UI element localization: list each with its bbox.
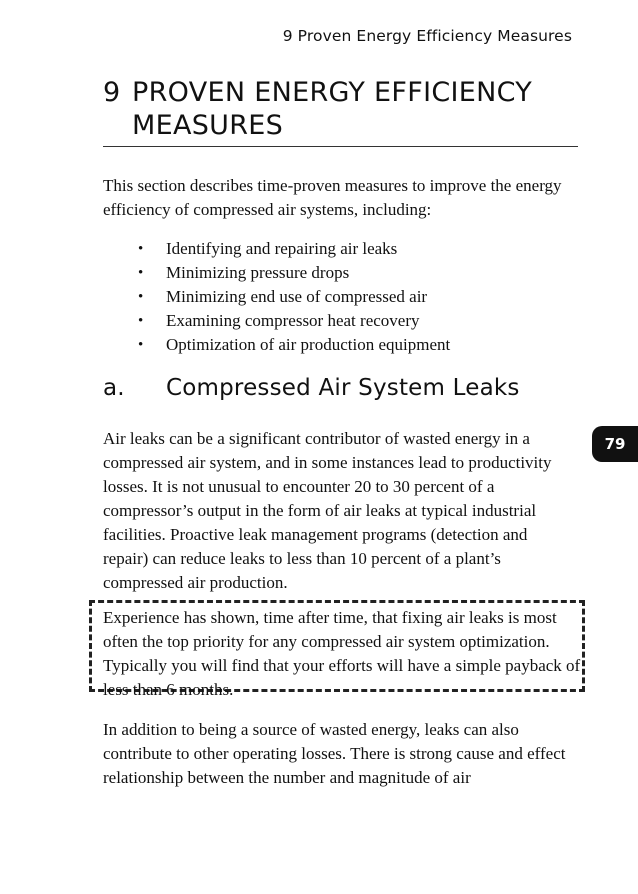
list-item-text: Optimization of air production equipment	[166, 335, 451, 354]
measures-list	[103, 237, 573, 357]
bullet-icon: •	[138, 313, 144, 329]
bullet-icon: •	[138, 337, 144, 353]
callout-text: Experience has shown, time after time, that fixing air leaks is most often the top priority for any compressed air system optimization. Typically you will find that your efforts will have a simple payback of less than 6 months.	[103, 608, 581, 699]
chapter-title	[103, 76, 578, 147]
list-item	[103, 309, 573, 333]
chapter-title-line2: MEASURES	[132, 110, 284, 141]
list-item-text: Examining compressor heat recovery	[166, 311, 420, 330]
section-title: Compressed Air System Leaks	[166, 375, 520, 401]
losses-paragraph: In addition to being a source of wasted energy, leaks can also contribute to other operating losses. There is strong cause and effect relationship between the number and magnitude of air	[103, 720, 566, 787]
bullet-icon: •	[138, 241, 144, 257]
chapter-title-line1: PROVEN ENERGY EFFICIENCY	[132, 77, 533, 108]
section-heading	[103, 375, 520, 401]
bullet-icon: •	[138, 289, 144, 305]
chapter-number: 9	[103, 77, 121, 108]
list-item	[103, 285, 573, 309]
intro-paragraph: This section describes time-proven measures to improve the energy efficiency of compressed air systems, including:	[103, 176, 562, 219]
bullet-icon: •	[138, 265, 144, 281]
running-header: 9 Proven Energy Efficiency Measures	[282, 27, 572, 45]
list-item-text: Minimizing pressure drops	[166, 263, 350, 282]
callout-box	[89, 600, 585, 699]
list-item-text: Identifying and repairing air leaks	[166, 239, 398, 258]
list-item	[103, 333, 573, 357]
list-item-text: Minimizing end use of compressed air	[166, 287, 428, 306]
page-number-tab: 79	[592, 426, 638, 462]
leaks-paragraph: Air leaks can be a significant contributor of wasted energy in a compressed air system, and in some instances lead to productivity losses. It is not unusual to encounter 20 to 30 percent of a compressor’s output in the form of air leaks at typical industrial facilities. Proactive leak management programs (detection and repair) can reduce leaks to less than 10 percent of a plant’s compressed air production.	[103, 429, 552, 592]
list-item	[103, 261, 573, 285]
section-letter: a.	[103, 375, 125, 401]
list-item	[103, 237, 573, 261]
